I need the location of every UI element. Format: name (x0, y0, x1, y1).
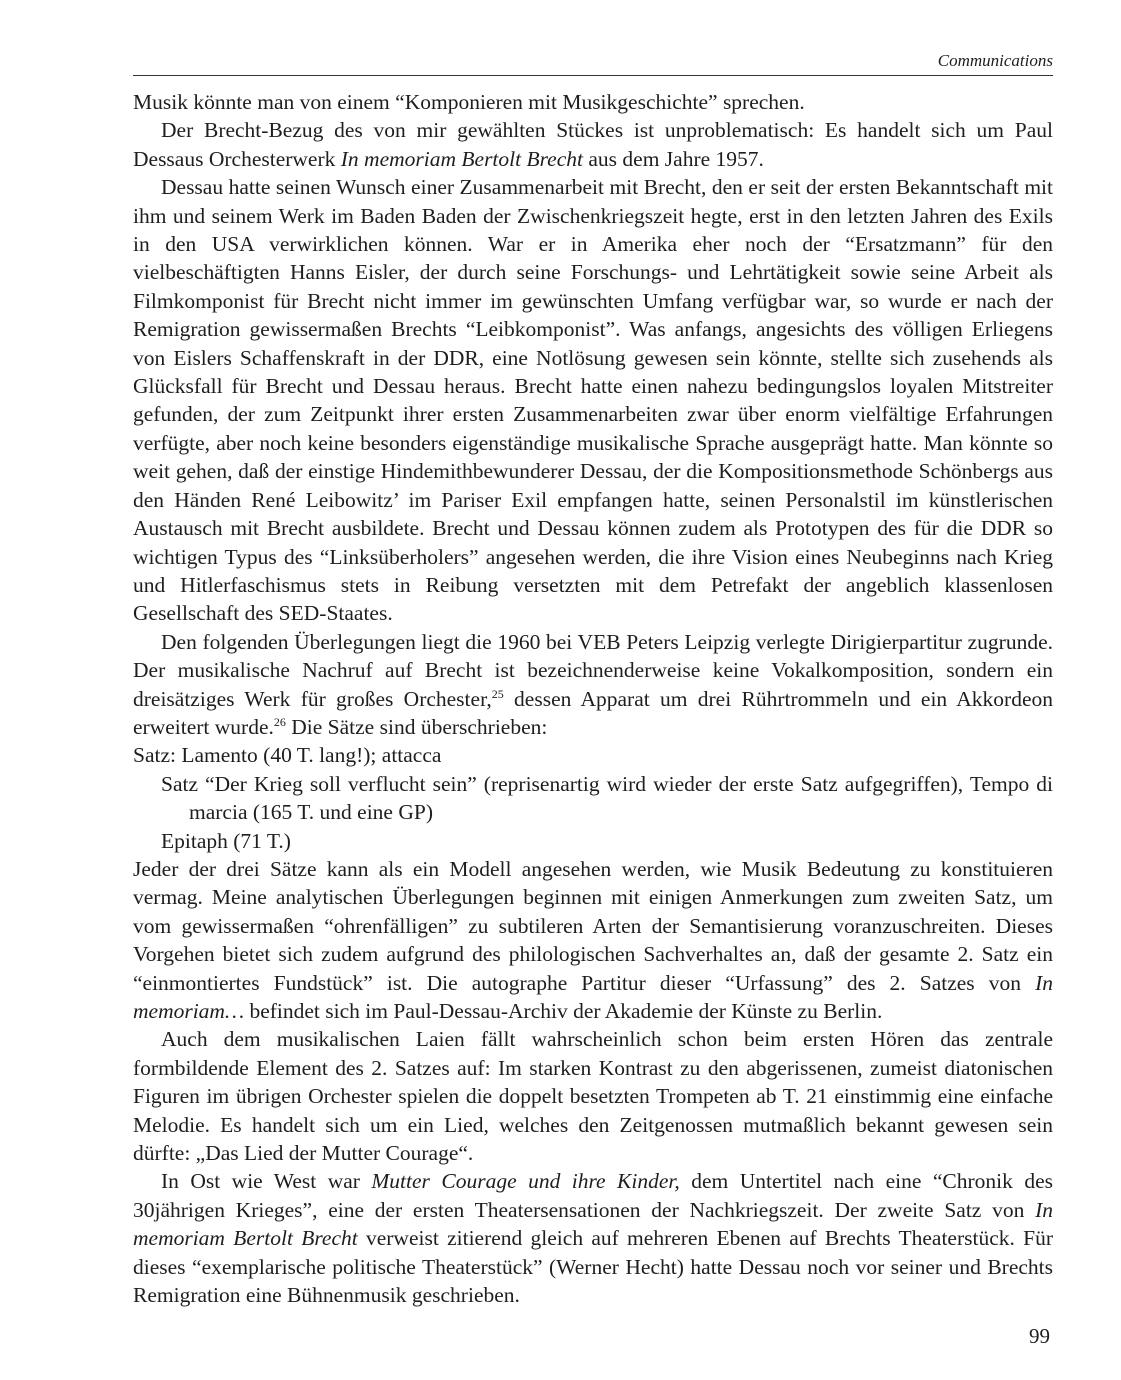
body-text (133, 88, 1053, 1309)
header-rule (133, 75, 1053, 76)
running-head: Communications (937, 51, 1053, 70)
text-run: In Ost wie West war (161, 1169, 372, 1194)
footnote-ref: 26 (273, 714, 286, 729)
paragraph (133, 116, 1053, 173)
text-run: Jeder der drei Sätze kann als ein Modell angesehen werden, wie Musik Bedeutung zu konstituieren vermag. Meine analytischen Überlegungen beginnen mit einigen Anmerkungen zum zweiten Satz, um vom gewissermaßen “ohrenfälligen” zu subtileren Arten der Semantisierung voranzuschreiten. Dieses Vorgehen bietet sich zudem aufgrund des philologischen Sachverhaltes an, daß der gesamte 2. Satz ein “einmontiertes Fundstück” ist. Die autographe Partitur dieser “Urfassung” des 2. Satzes von (133, 856, 1053, 995)
italic-title: In memoriam Bertolt Brecht (133, 1197, 1053, 1251)
footnote-ref: 25 (491, 686, 504, 701)
text-run: Den folgenden Überlegungen liegt die 1960 bei VEB Peters Leipzig verlegte Dirigierpartitur zugrunde. Der musikalische Nachruf auf Brecht ist bezeichnenderweise keine Vokalkomposition, sondern ein dreisätziges Werk für großes Orchester, (133, 629, 1053, 711)
italic-title: Mutter Courage und ihre Kinder, (371, 1169, 680, 1194)
text-run: Die Sätze sind überschrieben: (285, 714, 548, 739)
movement-item: Epitaph (71 T.) (161, 828, 291, 853)
text-run: aus dem Jahre 1957. (583, 146, 764, 171)
paragraph (133, 1167, 1053, 1309)
paragraph (133, 855, 1053, 1025)
text-run: Auch dem musikalischen Laien fällt wahrscheinlich schon beim ersten Hören das zentrale formbildende Element des 2. Satzes auf: Im starken Kontrast zu den abgerissenen, zumeist diatonischen Figuren im übrigen Orchester spielen die doppelt besetzten Trompeten ab T. 21 einstimmig eine einfache Melodie. Es handelt sich um ein Lied, welches den Zeitgenossen mutmaßlich bekannt gewesen sein dürfte: „Das Lied der Mutter Courage“. (133, 1027, 1053, 1166)
text-run: dem Untertitel nach eine “Chronik des 30jährigen Krieges”, eine der ersten Theatersensationen der Nachkriegszeit. Der zweite Satz von (133, 1169, 1053, 1222)
paragraph (133, 173, 1053, 628)
text-run: befindet sich im Paul-Dessau-Archiv der Akademie der Künste zu Berlin. (244, 999, 883, 1023)
italic-title: In memoriam… (133, 970, 1053, 1023)
text-run: Der Brecht-Bezug des von mir gewählten Stückes ist unproblematisch: Es handelt sich um Paul Dessaus Orchesterwerk (133, 118, 1053, 171)
movement-item: Satz “Der Krieg soll verflucht sein” (reprisenartig wird wieder der erste Satz aufgegriffen), Tempo di marcia (165 T. und eine GP) (161, 771, 1053, 825)
text-run: Musik könnte man von einem “Komponieren mit Musikgeschichte” sprechen. (133, 90, 805, 114)
paragraph (133, 628, 1053, 742)
page-number: 99 (1029, 1324, 1050, 1348)
movement-item: Satz: Lamento (40 T. lang!); attacca (133, 743, 442, 768)
text-run: Dessau hatte seinen Wunsch einer Zusammenarbeit mit Brecht, den er seit der ersten Bekanntschaft mit ihm und seinem Werk im Baden Baden der Zwischenkriegszeit hegte, erst in den letzten Jahren des Exils in den USA verwirklichen können. War er in Amerika eher noch der “Ersatzmann” für den vielbeschäftigten Hanns Eisler, der durch seine Forschungs- und Lehrtätigkeit sowie seine Arbeit als Filmkomponist für Brecht nicht immer im gewünschten Umfang verfügbar war, so wurde er nach der Remigration gewissermaßen Brechts “Leibkomponist”. Was anfangs, angesichts des völligen Erliegens von Eislers Schaffenskraft in der DDR, eine Notlösung gewesen sein könnte, stellte sich zusehends als Glücksfall für Brecht und Dessau heraus. Brecht hatte einen nahezu bedingungslos loyalen Mitstreiter gefunden, der zum Zeitpunkt ihrer ersten Zusammenarbeiten zwar über enorm vielfältige Erfahrungen verfügte, aber noch keine besonders eigenständige musikalische Sprache ausgeprägt hatte. Man könnte so weit gehen, daß der einstige Hindemithbewunderer Dessau, der die Kompositionsmethode Schönbergs aus den Händen René Leibowitz’ im Pariser Exil empfangen hatte, seinen Personalstil im künstlerischen Austausch mit Brecht ausbildete. Brecht und Dessau können zudem als Prototypen des für die DDR so wichtigen Typus des “Linksüberholers” angesehen werden, die ihre Vision eines Neubeginns nach Krieg und Hitlerfaschismus stets in Reibung versetzten mit dem Petrefakt der angeblich klassenlosen Gesellschaft des SED-Staates. (133, 175, 1053, 626)
text-run: verweist zitierend gleich auf mehreren Ebenen auf Brechts Theaterstück. Für dieses “exemplarische politische Theaterstück” (Werner Hecht) hatte Dessau noch vor seiner und Brechts Remigration eine Bühnenmusik geschrieben. (133, 1226, 1053, 1308)
paragraph (133, 88, 1053, 116)
paragraph (133, 1025, 1053, 1167)
italic-title: In memoriam Bertolt Brecht (340, 146, 583, 171)
text-run: dessen Apparat um drei Rührtrommeln und ein Akkordeon erweitert wurde. (133, 686, 1053, 739)
